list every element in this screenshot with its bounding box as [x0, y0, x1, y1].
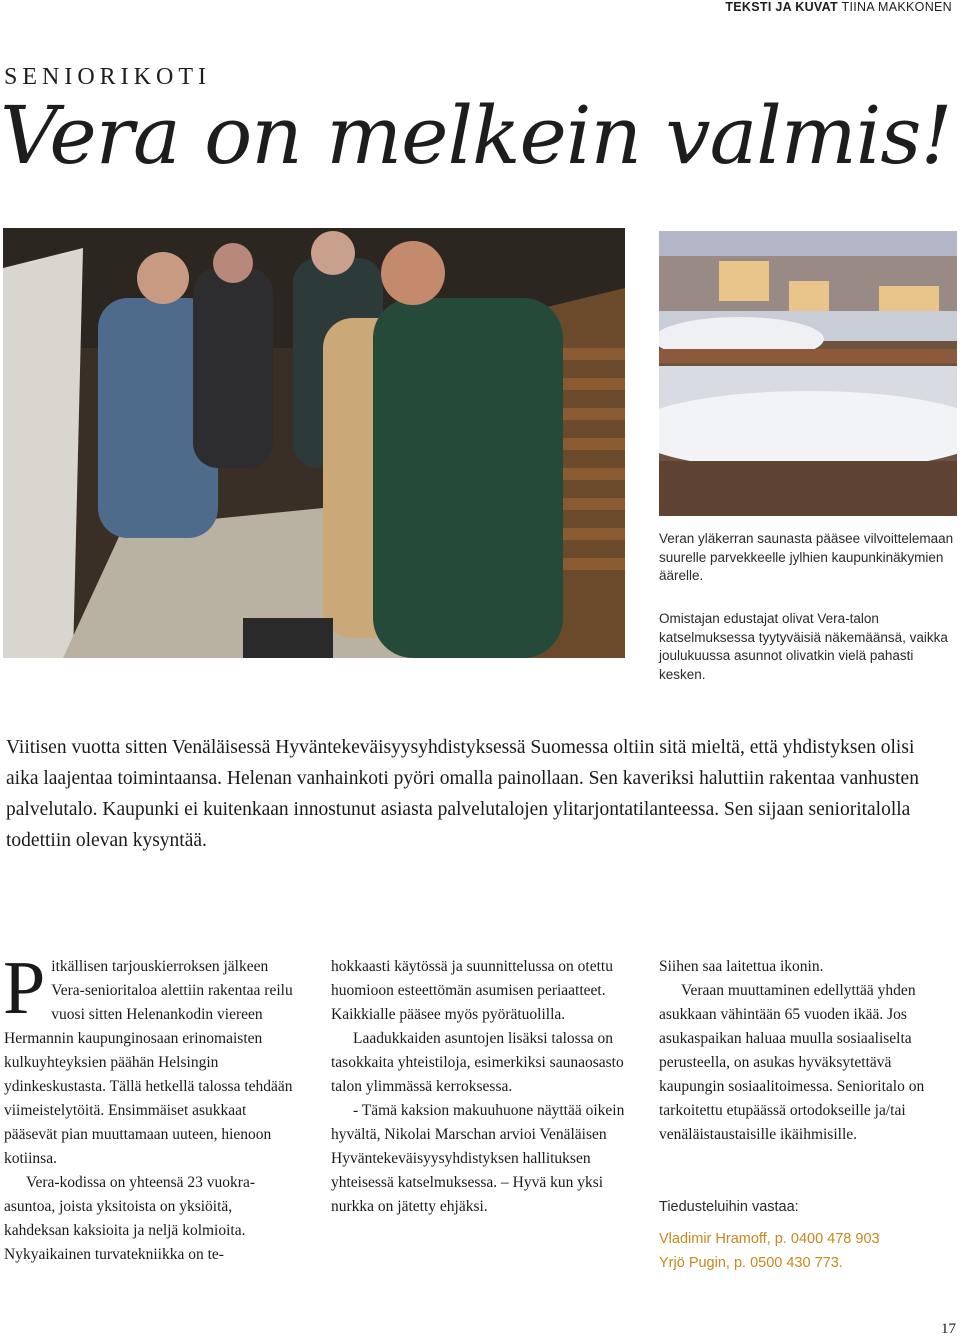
body-paragraph: - Tämä kaksion makuuhuone näyttää oikein hyvältä, Nikolai Marschan arvioi Venäläisen Hyväntekeväisyysyhdistyksen hallituksen yhteisessä katselmuksessa. – Hyvä kun yksi nurkka on jätetty ehjäksi. [331, 1102, 625, 1215]
contact-link[interactable]: Yrjö Pugin, p. 0500 430 773. [659, 1255, 843, 1271]
drop-cap: P [3, 946, 46, 1030]
contact-info [659, 1195, 880, 1275]
byline-name: TIINA MAKKONEN [841, 0, 952, 14]
contact-link[interactable]: Vladimir Hramoff, p. 0400 478 903 [659, 1231, 880, 1247]
body-paragraph: Laadukkaiden asuntojen lisäksi talossa on tasokkaita yhteistiloja, esimerkiksi saunaosasto talon ylimmässä kerroksessa. [331, 1030, 624, 1095]
body-paragraph: Vera-kodissa on yhteensä 23 vuokra-asuntoa, joista yksitoista on yksiöitä, kahdeksan kaksioita ja neljä kolmioita. Nykyaikainen turvatekniikka on te- [4, 1174, 255, 1263]
contact-label: Tiedusteluihin vastaa: [659, 1199, 799, 1215]
body-paragraph: Veraan muuttaminen edellyttää yhden asukkaan vähintään 65 vuoden ikää. Jos asukaspaikan haluaa muulla sosiaaliselta perusteella, on asukas hyväksytettävä kaupungin sosiaalitoimessa. Senioritalo on tarkoitettu etupäässä ortodokseille ja/tai venäläistaustaisille ikäihmisille. [659, 982, 925, 1143]
page-number: 17 [941, 1321, 956, 1337]
body-paragraph: Pitkällisen tarjouskierroksen jälkeen Vera-senioritaloa alettiin rakentaa reilu vuosi sitten Helenankodin viereen Hermannin kaupunginosaan erinomaisten kulkuyhteyksien päähän Helsingin ydinkeskustasta. Tällä hetkellä talossa tehdään viimeistelytöitä. Ensimmäiset asukkaat pääsevät pian muuttamaan uuteen, hienoon kotiinsa. [3, 946, 293, 1167]
photo-caption-balcony: Veran yläkerran saunasta pääsee vilvoittelemaan suurelle parvekkeelle jylhien kaupunkinäkymien äärelle. [659, 531, 954, 583]
section-label: SENIORIKOTI [4, 64, 211, 90]
page-title: Vera on melkein valmis! [0, 89, 952, 182]
byline [725, 0, 952, 14]
body-paragraph: Siihen saa laitettua ikonin. [659, 958, 824, 975]
byline-label: TEKSTI JA KUVAT [725, 0, 838, 14]
body-column-2 [331, 955, 625, 1219]
body-column-3 [659, 955, 957, 1147]
balcony-view-photo [659, 231, 957, 516]
body-column-1 [3, 946, 300, 1267]
inspection-photo [3, 228, 625, 658]
photo-caption-inspection: Omistajan edustajat olivat Vera-talon katselmuksessa tyytyväisiä näkemäänsä, vaikka joulukuussa asunnot olivatkin vielä pahasti kesken. [659, 611, 948, 682]
lead-paragraph: Viitisen vuotta sitten Venäläisessä Hyväntekeväisyysyhdistyksessä Suomessa oltiin sitä mieltä, että yhdistyksen olisi aika laajentaa toimintaansa. Helenan vanhainkoti pyöri omalla painollaan. Sen kaveriksi haluttiin rakentaa vanhusten palvelutalo. Kaupunki ei kuitenkaan innostunut asiasta palvelutalojen ylitarjontatilanteessa. Sen sijaan senioritalolla todettiin olevan kysyntää. [6, 737, 919, 851]
body-paragraph: hokkaasti käytössä ja suunnittelussa on otettu huomioon esteettömän asumisen periaatteet. Kaikkialle pääsee myös pyörätuolilla. [331, 958, 613, 1023]
